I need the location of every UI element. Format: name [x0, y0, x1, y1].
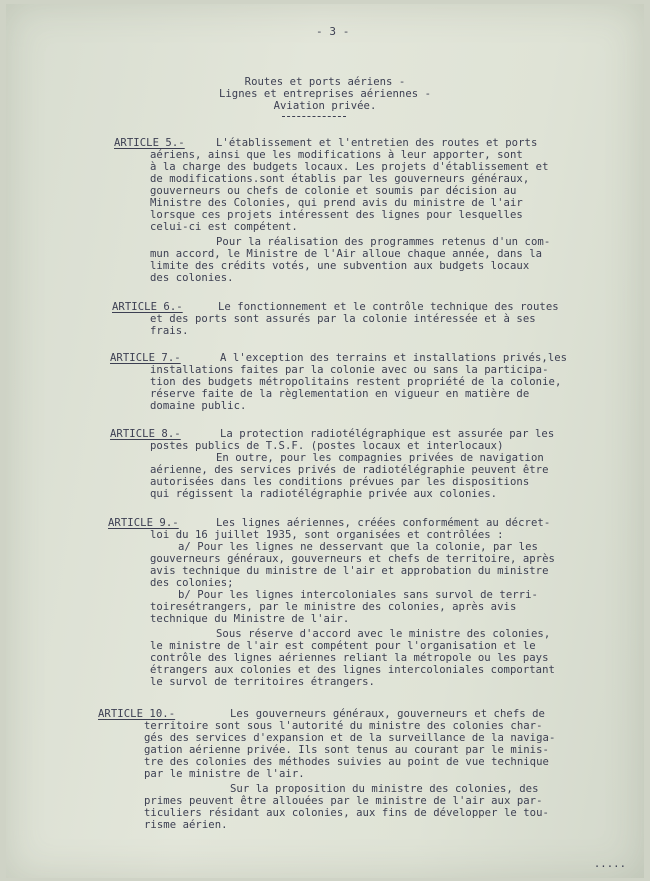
text-line: autorisées dans les conditions prévues par les dispositions — [150, 476, 530, 488]
text-line: A l'exception des terrains et installations privés,les — [220, 352, 568, 364]
title-line-3: Aviation privée. — [273, 100, 377, 112]
text-line: à la charge des budgets locaux. Les projets d'établissement et — [150, 161, 549, 173]
text-line: par le ministre de l'air. — [144, 768, 305, 780]
text-line: gouverneurs ou chefs de colonie et soumis par décision au — [150, 185, 517, 197]
text-line: domaine public. — [150, 400, 247, 412]
text-line: des colonies. — [150, 272, 234, 284]
text-line: technique du Ministre de l'air. — [150, 613, 350, 625]
text-line: aérienne, des services privés de radiotélégraphie peuvent être — [150, 464, 549, 476]
text-line: le survol de territoires étrangers. — [150, 676, 375, 688]
text-line: Sous réserve d'accord avec le ministre des colonies, — [216, 628, 551, 640]
text-line: Les gouverneurs généraux, gouverneurs et chefs de — [230, 708, 545, 720]
text-line: des colonies; — [150, 577, 234, 589]
title-line-2: Lignes et entreprises aériennes - — [218, 88, 432, 100]
text-line: celui-ci est compétent. — [150, 221, 298, 233]
article-5-label: ARTICLE 5.- — [114, 137, 185, 149]
text-line: a/ Pour les lignes ne desservant que la colonie, par les — [178, 541, 538, 553]
text-line: ticuliers résidant aux colonies, aux fins de développer le tou- — [144, 807, 549, 819]
text-line: installations faites par la colonie avec ou sans la participa- — [150, 364, 549, 376]
article-7-label: ARTICLE 7.- — [110, 352, 181, 364]
text-line: le ministre de l'air est compétent pour l'organisation et le — [150, 640, 536, 652]
text-line: frais. — [150, 325, 189, 337]
text-line: mun accord, le Ministre de l'Air alloue chaque année, dans la — [150, 248, 543, 260]
text-line: toiresétrangers, par le ministre des colonies, après avis — [150, 601, 517, 613]
text-line: b/ Pour les lignes intercoloniales sans survol de terri- — [178, 589, 538, 601]
article-6-label: ARTICLE 6.- — [112, 301, 183, 313]
text-line: qui régissent la radiotélégraphie privée aux colonies. — [150, 488, 498, 500]
text-line: L'établissement et l'entretien des routes et ports — [216, 137, 538, 149]
article-9-label: ARTICLE 9.- — [108, 517, 179, 529]
text-line: territoire sont sous l'autorité du ministre des colonies char- — [144, 720, 543, 732]
text-line: avis technique du ministre de l'air et approbation du ministre — [150, 565, 549, 577]
text-line: lorsque ces projets intéressent des lignes pour lesquelles — [150, 209, 523, 221]
text-line: de modifications.sont établis par les gouverneurs généraux, — [150, 173, 530, 185]
title-underline — [282, 116, 346, 117]
continuation-marks: ..... — [593, 858, 626, 870]
page-number: - 3 - — [316, 25, 350, 38]
text-line: aériens, ainsi que les modifications à leur apporter, sont — [150, 149, 523, 161]
text-line: gation aérienne privée. Ils sont tenus au courant par le minis- — [144, 744, 549, 756]
text-line: contrôle des lignes aériennes reliant la métropole ou les pays — [150, 652, 549, 664]
text-line: gés des services d'expansion et de la surveillance de la naviga- — [144, 732, 556, 744]
text-line: tion des budgets métropolitains restent propriété de la colonie, — [150, 376, 562, 388]
text-line: limite des crédits votés, une subvention aux budgets locaux — [150, 260, 530, 272]
article-10-label: ARTICLE 10.- — [98, 708, 176, 720]
text-line: risme aérien. — [144, 819, 228, 831]
text-line: La protection radiotélégraphique est assurée par les — [220, 428, 555, 440]
text-line: Les lignes aériennes, créées conformément au décret- — [216, 517, 551, 529]
text-line: En outre, pour les compagnies privées de navigation — [216, 452, 544, 464]
text-line: postes publics de T.S.F. (postes locaux et interlocaux) — [150, 440, 504, 452]
text-line: et des ports sont assurés par la colonie intéressée et à ses — [150, 313, 536, 325]
text-line: Le fonctionnement et le contrôle technique des routes — [218, 301, 559, 313]
text-line: réserve faite de la règlementation en vigueur en matière de — [150, 388, 530, 400]
text-line: étrangers aux colonies et des lignes intercoloniales comportant — [150, 664, 555, 676]
text-line: primes peuvent être allouées par le ministre de l'air aux par- — [144, 795, 543, 807]
text-line: tre des colonies des méthodes suivies au point de vue technique — [144, 756, 549, 768]
title-line-1: Routes et ports aériens - — [244, 76, 406, 88]
text-line: Pour la réalisation des programmes retenus d'un com- — [216, 236, 551, 248]
text-line: loi du 16 juillet 1935, sont organisées et contrôlées : — [150, 529, 504, 541]
text-line: gouverneurs généraux, gouverneurs et chefs de territoire, après — [150, 553, 555, 565]
text-line: Sur la proposition du ministre des colonies, des — [230, 783, 539, 795]
text-line: Ministre des Colonies, qui prend avis du ministre de l'air — [150, 197, 523, 209]
article-8-label: ARTICLE 8.- — [110, 428, 181, 440]
